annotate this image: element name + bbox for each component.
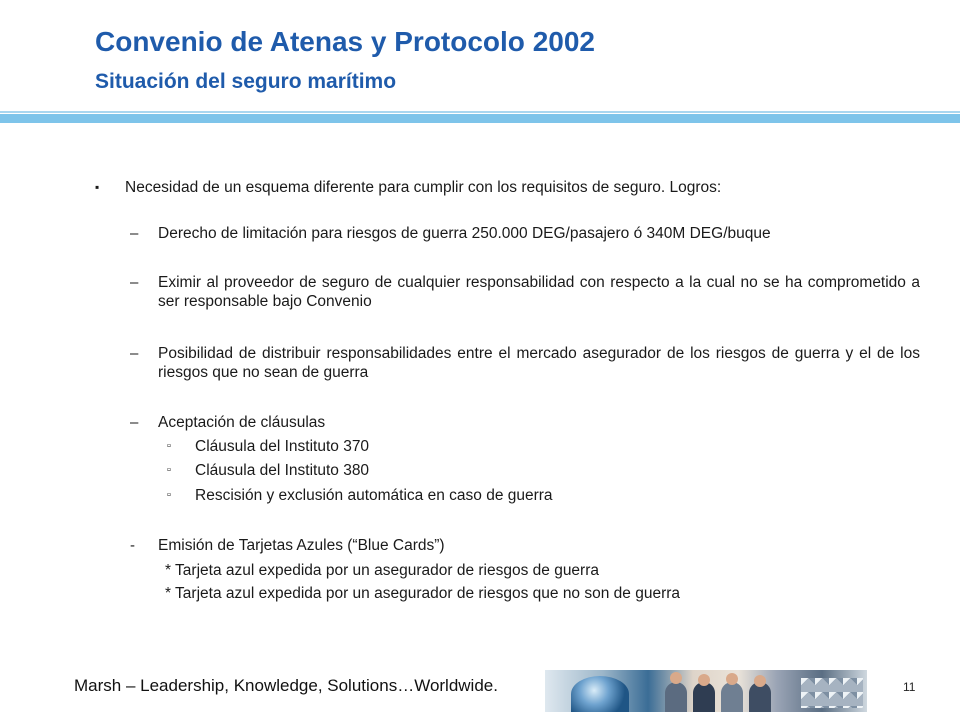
dash-bullet-icon: – — [130, 414, 139, 431]
person-head-icon — [726, 673, 738, 685]
footer-banner-image — [545, 670, 867, 712]
sub-list-item-text: Rescisión y exclusión automática en caso de guerra — [195, 487, 553, 504]
hyphen-bullet-icon: - — [130, 537, 135, 554]
person-icon — [693, 682, 715, 712]
slide-body — [95, 0, 920, 720]
dash-bullet-icon: – — [130, 274, 139, 291]
sub-list-item — [167, 437, 920, 456]
main-bullet-text: Necesidad de un esquema diferente para cumplir con los requisitos de seguro. Logros: — [125, 179, 722, 196]
list-item — [130, 273, 920, 311]
main-bullet — [95, 178, 920, 197]
list-item-blue-cards — [130, 536, 920, 555]
sub-list-item-text: Cláusula del Instituto 370 — [195, 438, 370, 455]
footer-tagline: Marsh – Leadership, Knowledge, Solutions…Worldwide. — [74, 676, 498, 695]
list-item-text: Derecho de limitación para riesgos de guerra 250.000 DEG/pasajero ó 340M DEG/buque — [158, 225, 771, 242]
person-head-icon — [670, 672, 682, 684]
sub-list-item — [167, 486, 920, 505]
list-item — [130, 224, 920, 243]
sub-list-item-text: Cláusula del Instituto 380 — [195, 462, 370, 479]
sub-list-item — [167, 461, 920, 480]
dash-bullet-icon: – — [130, 345, 139, 362]
page-number: 11 — [903, 680, 916, 694]
hollow-square-bullet-icon: ▫ — [167, 489, 171, 501]
dash-bullet-icon: – — [130, 225, 139, 242]
list-item — [130, 413, 920, 432]
slide-subtitle: Situación del seguro marítimo — [95, 70, 397, 93]
slide-title: Convenio de Atenas y Protocolo 2002 — [95, 26, 595, 57]
hollow-square-bullet-icon: ▫ — [167, 440, 171, 452]
list-item-text: Eximir al proveedor de seguro de cualquier responsabilidad con respecto a la cual no se ha comprometido a ser responsable bajo Convenio — [158, 274, 920, 310]
list-item-text: Posibilidad de distribuir responsabilidades entre el mercado asegurador de los riesgos de guerra y el de los riesgos que no sean de guerra — [158, 345, 920, 381]
blue-card-line — [165, 561, 920, 580]
puzzle-tiles-icon — [801, 678, 863, 708]
person-head-icon — [698, 674, 710, 686]
blue-card-line-text: * Tarjeta azul expedida por un asegurador de riesgos que no son de guerra — [165, 585, 681, 602]
list-item — [130, 344, 920, 382]
person-icon — [721, 682, 743, 712]
list-item-text: Aceptación de cláusulas — [158, 414, 326, 431]
person-head-icon — [754, 675, 766, 687]
blue-cards-heading: Emisión de Tarjetas Azules (“Blue Cards”) — [158, 537, 445, 554]
blue-card-line — [165, 584, 920, 603]
globe-icon — [571, 676, 629, 712]
square-bullet-icon: ▪ — [95, 180, 100, 194]
person-icon — [665, 682, 687, 712]
blue-card-line-text: * Tarjeta azul expedida por un asegurador de riesgos de guerra — [165, 562, 599, 579]
hollow-square-bullet-icon: ▫ — [167, 464, 171, 476]
